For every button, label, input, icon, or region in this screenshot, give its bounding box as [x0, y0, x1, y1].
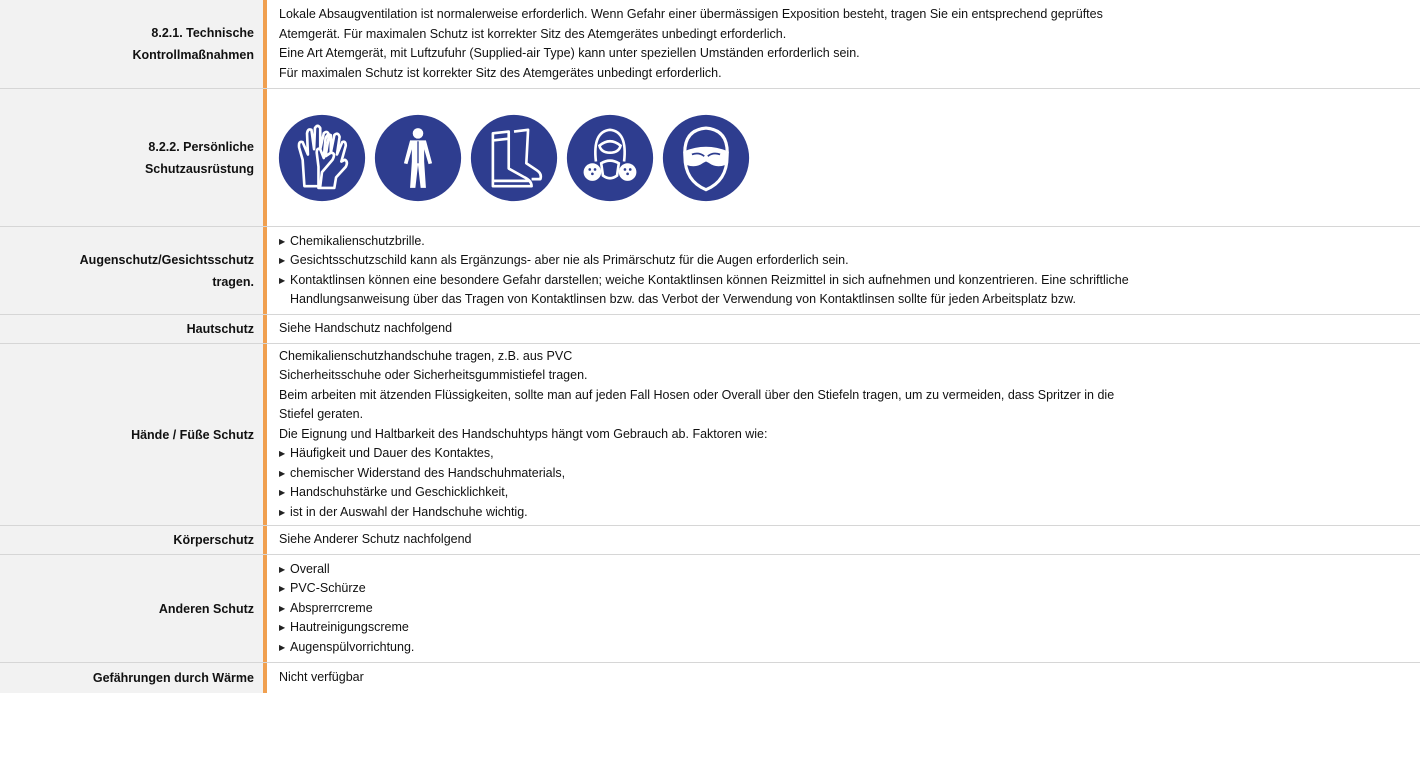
bullet-triangle-icon: ▶ [279, 642, 286, 652]
row-thermal-hazards [0, 663, 1420, 693]
row-label [0, 227, 263, 314]
row-label [0, 526, 263, 554]
row-content [267, 0, 1420, 88]
row-personal-protection [0, 89, 1420, 227]
label-line: Hände / Füße Schutz [131, 427, 254, 442]
respirator-icon [566, 114, 654, 202]
text-line: Atemgerät. Für maximalen Schutz ist korrekter Sitz des Atemgerätes unbedingt erforderlich. [279, 26, 787, 41]
row-label [0, 555, 263, 662]
bullet-item [279, 579, 1410, 599]
bullet-triangle-icon: ▶ [279, 623, 286, 633]
row-eye-protection [0, 227, 1420, 315]
gloves-icon [278, 114, 366, 202]
ppe-icons [267, 89, 1420, 226]
bullet-item [279, 560, 1410, 580]
row-content [267, 344, 1420, 525]
text-line: Eine Art Atemgerät, mit Luftzufuhr (Supplied-air Type) kann unter speziellen Umständen erforderlich sein. [279, 46, 860, 60]
label-line: Kontrollmaßnahmen [132, 48, 254, 62]
bullet-continuation [279, 290, 1410, 310]
row-hand-foot-protection [0, 344, 1420, 526]
text-line: Beim arbeiten mit ätzenden Flüssigkeiten, sollte man auf jeden Fall Hosen oder Overall über den Stiefeln tragen, um zu vermeiden, dass Spritzer in die [279, 387, 1115, 402]
bullet-text: PVC-Schürze [290, 581, 366, 596]
bullet-triangle-icon: ▶ [279, 468, 286, 478]
bullet-text: Hautreinigungscreme [290, 620, 409, 635]
bullet-item [279, 638, 1410, 658]
label-line: Körperschutz [173, 533, 254, 547]
bullet-triangle-icon: ▶ [279, 449, 286, 459]
text-line: Siehe Anderer Schutz nachfolgend [279, 532, 472, 547]
bullet-text: Häufigkeit und Dauer des Kontaktes, [290, 446, 494, 461]
bullet-item [279, 483, 1410, 503]
bullet-item [279, 271, 1410, 291]
row-content [267, 227, 1420, 314]
row-label [0, 89, 263, 226]
row-content [267, 526, 1420, 554]
safety-goggles-icon [662, 114, 750, 202]
row-content [267, 315, 1420, 343]
bullet-item [279, 232, 1410, 252]
bullet-text: Chemikalienschutzbrille. [290, 233, 425, 248]
label-line: 8.2.1. Technische [151, 26, 254, 40]
bullet-triangle-icon: ▶ [279, 275, 286, 285]
text-line: Siehe Handschutz nachfolgend [279, 321, 453, 336]
row-content [267, 555, 1420, 662]
text-line: Stiefel geraten. [279, 407, 364, 422]
label-line: tragen. [212, 274, 254, 289]
bullet-triangle-icon: ▶ [279, 488, 286, 498]
bullet-triangle-icon: ▶ [279, 603, 286, 613]
text-line: Sicherheitsschuhe oder Sicherheitsgummistiefel tragen. [279, 368, 588, 383]
bullet-item [279, 251, 1410, 271]
label-line: Gefährungen durch Wärme [92, 671, 254, 685]
row-label [0, 663, 263, 693]
bullet-item [279, 444, 1410, 464]
protective-suit-icon [374, 114, 462, 202]
bullet-text: Handschuhstärke und Geschicklichkeit, [290, 485, 509, 500]
label-line: Schutzausrüstung [144, 161, 254, 176]
row-content [267, 663, 1420, 693]
row-other-protection [0, 555, 1420, 663]
bullet-triangle-icon: ▶ [279, 584, 286, 594]
bullet-text: Absprerrcreme [290, 600, 373, 615]
label-line: Anderen Schutz [158, 601, 254, 616]
bullet-triangle-icon: ▶ [279, 236, 286, 246]
text-line: Für maximalen Schutz ist korrekter Sitz des Atemgerätes unbedingt erforderlich. [279, 65, 722, 80]
bullet-item [279, 599, 1410, 619]
row-skin-protection [0, 315, 1420, 344]
bullet-text: chemischer Widerstand des Handschuhmaterials, [290, 465, 566, 480]
bullet-item [279, 618, 1410, 638]
label-line: 8.2.2. Persönliche [148, 139, 254, 154]
row-body-protection [0, 526, 1420, 555]
bullet-triangle-icon: ▶ [279, 507, 286, 517]
bullet-text: Augenspülvorrichtung. [290, 639, 415, 654]
bullet-item [279, 464, 1410, 484]
bullet-text: Kontaktlinsen können eine besondere Gefahr darstellen; weiche Kontaktlinsen können Reizmittel in sich aufnehmen und konzentrieren. Eine schriftliche [290, 272, 1129, 287]
bullet-triangle-icon: ▶ [279, 564, 286, 574]
safety-boots-icon [470, 114, 558, 202]
row-label [0, 344, 263, 525]
bullet-text: Gesichtsschutzschild kann als Ergänzungs- aber nie als Primärschutz für die Augen erforderlich sein. [290, 253, 849, 267]
bullet-text: ist in der Auswahl der Handschuhe wichtig. [290, 504, 528, 519]
label-line: Hautschutz [186, 322, 254, 336]
bullet-text: Overall [290, 561, 330, 576]
bullet-item [279, 503, 1410, 523]
bullet-triangle-icon: ▶ [279, 256, 286, 265]
row-technical-controls [0, 0, 1420, 89]
label-line: Augenschutz/Gesichtsschutz [79, 252, 254, 267]
text-line: Chemikalienschutzhandschuhe tragen, z.B. aus PVC [279, 348, 573, 363]
text-line: Die Eignung und Haltbarkeit des Handschuhtyps hängt vom Gebrauch ab. Faktoren wie: [279, 426, 768, 441]
text-line: Nicht verfügbar [279, 670, 364, 685]
row-label [0, 0, 263, 88]
bullet-text: Handlungsanweisung über das Tragen von Kontaktlinsen bzw. das Verbot der Verwendung von Kontaktlinsen sollte für jeden Arbeitsplatz bzw. [290, 292, 1076, 306]
text-line: Lokale Absaugventilation ist normalerweise erforderlich. Wenn Gefahr einer übermässigen Exposition besteht, tragen Sie ein entsprechend geprüftes [279, 7, 1103, 21]
row-label [0, 315, 263, 343]
